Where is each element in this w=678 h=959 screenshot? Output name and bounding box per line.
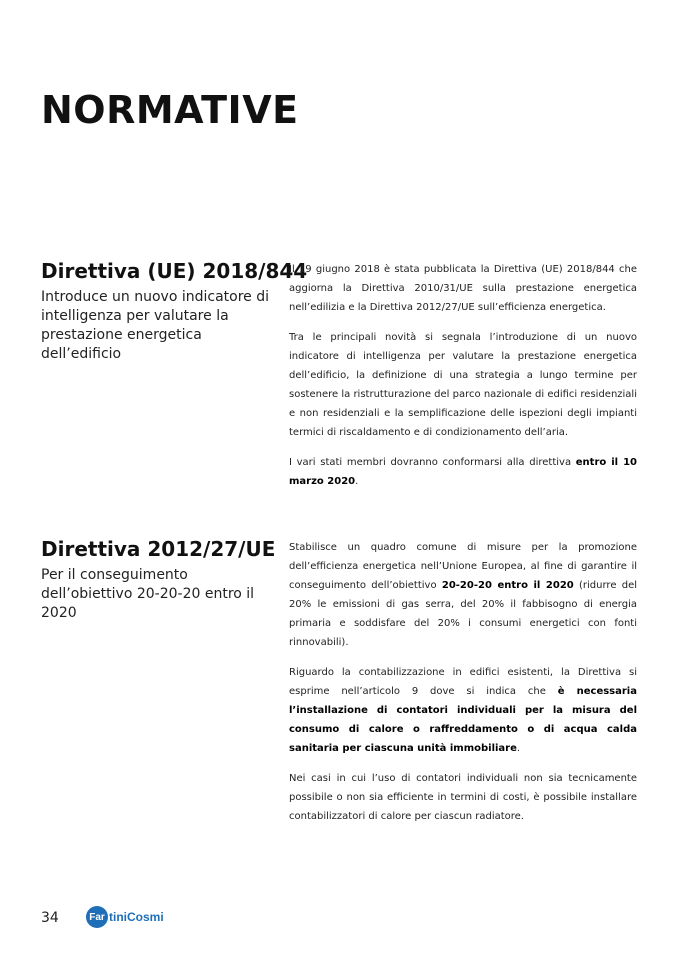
body-emphasis: 20-20-20 entro il 2020: [441, 580, 574, 591]
body-paragraph: [289, 260, 637, 317]
logo-wordmark: tiniCosmi: [109, 910, 164, 924]
body-paragraph: [289, 453, 637, 491]
section-body: [289, 538, 637, 837]
body-emphasis: è necessaria l’installazione di contatori individuali per la misura del consumo di calore o raffreddamento o di acqua calda sanitaria per ciascuna unità immobiliare: [289, 686, 637, 754]
body-paragraph: [289, 663, 637, 758]
section-body: [289, 260, 637, 502]
body-text: Tra le principali novità si segnala l’introduzione di un nuovo indicatore di intelligenza per valutare la prestazione energetica dell’edificio, la definizione di una strategia a lungo termine per sostenere la ristrutturazione del parco nazionale di edifici residenziali e non residenziali e la semplificazione delle ispezioni degli impianti termici di riscaldamento e di condizionamento dell’aria.: [289, 332, 637, 438]
body-paragraph: [289, 538, 637, 652]
body-text: Riguardo la contabilizzazione in edifici esistenti, la Direttiva si esprime nell’articolo 9 dove si indica che: [289, 667, 637, 697]
body-emphasis: entro il 10 marzo 2020: [289, 457, 637, 487]
body-paragraph: [289, 328, 637, 442]
body-text: .: [516, 743, 521, 754]
page-title: NORMATIVE: [41, 88, 299, 132]
body-text: (ridurre del 20% le emissioni di gas serra, del 20% il fabbisogno di energia primaria e soddisfare del 20% i consumi energetici con fonti rinnovabili).: [289, 580, 638, 648]
body-text: Stabilisce un quadro comune di misure per la promozione dell’efficienza energetica nell’Unione Europea, al fine di garantire il conseguimento dell’obiettivo: [289, 542, 637, 591]
brand-logo: [86, 906, 164, 928]
body-paragraph: [289, 769, 637, 826]
section-heading: Direttiva (UE) 2018/844: [41, 259, 308, 283]
section-left-column: [41, 536, 281, 623]
body-text: Nei casi in cui l’uso di contatori individuali non sia tecnicamente possibile o non sia efficiente in termini di costi, è possibile installare contabilizzatori di calore per ciascun radiatore.: [289, 773, 637, 822]
logo-mark: Far: [86, 906, 108, 928]
page-number: 34: [41, 910, 59, 926]
section-heading: Direttiva 2012/27/UE: [41, 537, 276, 561]
body-text: Il 19 giugno 2018 è stata pubblicata la Direttiva (UE) 2018/844 che aggiorna la Direttiva 2010/31/UE sulla prestazione energetica nell’edilizia e la Direttiva 2012/27/UE sull’efficienza energetica.: [289, 264, 637, 313]
section-subtitle: Introduce un nuovo indicatore di intelligenza per valutare la prestazione energetica dell’edificio: [41, 289, 269, 362]
section-left-column: [41, 258, 308, 364]
body-text: I vari stati membri dovranno conformarsi alla direttiva: [289, 457, 576, 468]
body-text: .: [355, 476, 359, 487]
section-subtitle: Per il conseguimento dell’obiettivo 20-20-20 entro il 2020: [41, 567, 255, 621]
